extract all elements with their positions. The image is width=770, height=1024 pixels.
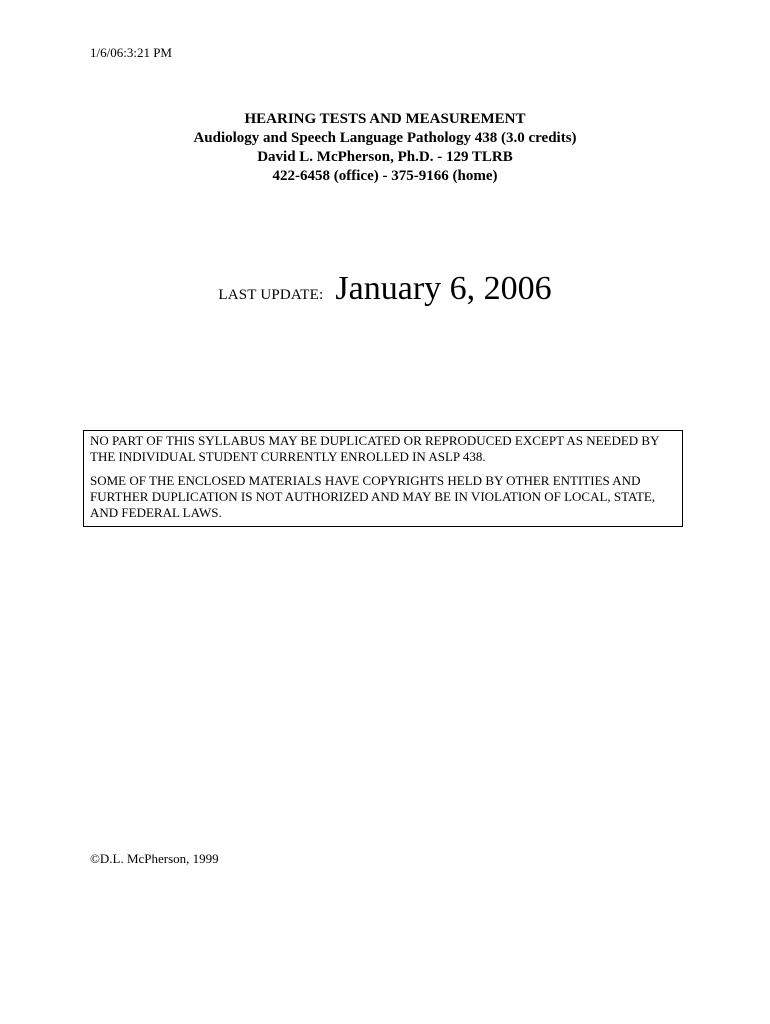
course-header <box>0 110 770 186</box>
last-update <box>0 270 770 308</box>
last-update-date: January 6, 2006 <box>335 270 552 307</box>
notice-paragraph: NO PART OF THIS SYLLABUS MAY BE DUPLICATED OR REPRODUCED EXCEPT AS NEEDED BY THE INDIVIDUAL STUDENT CURRENTLY ENROLLED IN ASLP 438. <box>90 433 660 464</box>
copyright-line: ©D.L. McPherson, 1999 <box>90 851 219 866</box>
last-update-label: LAST UPDATE: <box>218 287 324 303</box>
phone-line: 422-6458 (office) - 375-9166 (home) <box>272 168 498 184</box>
notice-paragraph: SOME OF THE ENCLOSED MATERIALS HAVE COPYRIGHTS HELD BY OTHER ENTITIES AND FURTHER DUPLICATION IS NOT AUTHORIZED AND MAY BE IN VIOLATION OF LOCAL, STATE, AND FEDERAL LAWS. <box>90 473 656 520</box>
instructor-line: David L. McPherson, Ph.D. - 129 TLRB <box>257 149 513 165</box>
copyright-notice-box <box>83 430 683 527</box>
print-timestamp: 1/6/06:3:21 PM <box>90 45 172 60</box>
course-title: HEARING TESTS AND MEASUREMENT <box>244 111 526 127</box>
course-subtitle: Audiology and Speech Language Pathology 438 (3.0 credits) <box>193 130 577 146</box>
